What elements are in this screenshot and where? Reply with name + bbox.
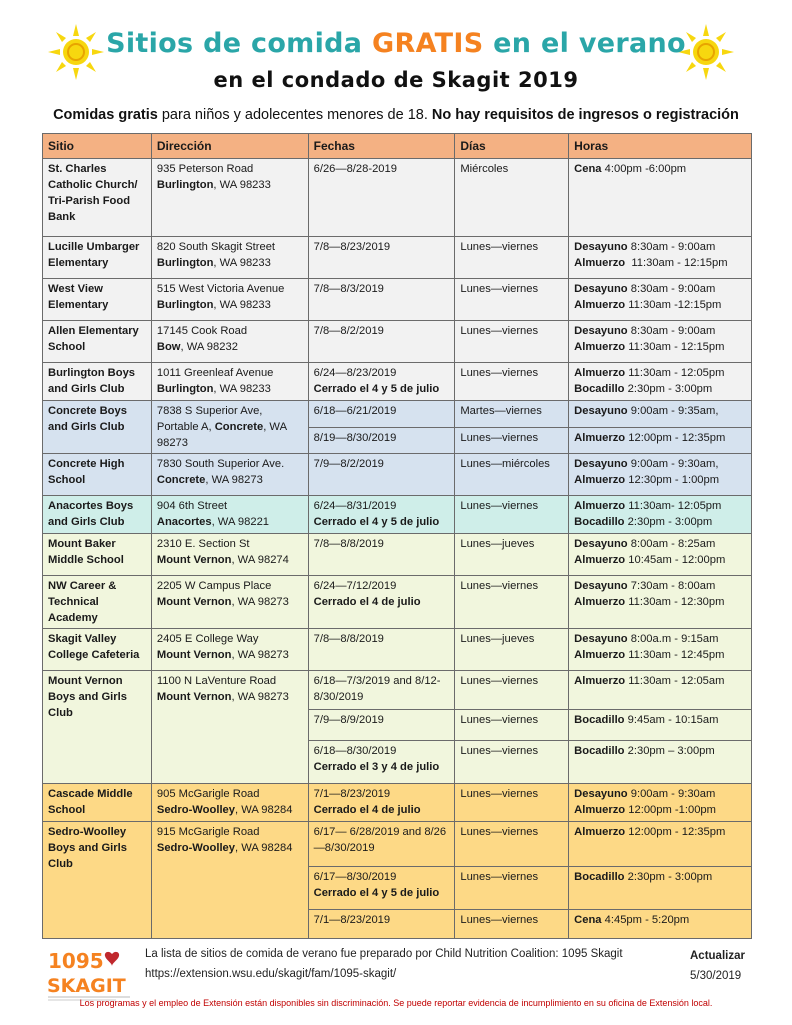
address-street: 7838 S Superior Ave, Portable A, [156,405,263,433]
date-range: 7/8—8/23/2019 [313,241,391,253]
cell-direccion [151,534,308,576]
horas-entry [569,401,751,427]
address-state-zip: , WA 98233 [213,383,271,395]
address-state-zip: , WA 98273 [231,596,289,608]
meal-type: Desayuno [574,580,628,592]
cell-dias [455,321,569,363]
meal-time: 11:30am -12:15pm [625,299,722,311]
days: Miércoles [460,163,509,175]
meal-type: Almuerzo [574,596,626,608]
fechas-entry [309,576,455,612]
cell-dias [455,629,569,671]
meal-type: Desayuno [574,325,628,337]
cell-fechas [308,576,455,629]
date-range: 6/18—8/30/2019 [313,745,397,757]
date-range: 7/9—8/9/2019 [313,714,384,726]
address-state-zip: , WA 98273 [205,474,263,486]
cell-fechas [308,496,455,534]
meal-type: Bocadillo [574,745,625,757]
fechas-entry [309,321,455,341]
meal-time: 11:30am - 12:15pm [625,257,728,269]
dias-entry [455,671,568,709]
dias-entry [455,237,568,257]
cell-horas [569,279,752,321]
meal-time: 11:30am - 12:45pm [625,649,725,661]
table-row [43,321,752,363]
days: Lunes—viernes [460,580,539,592]
meal-time: 9:00am - 9:30am [627,788,716,800]
dias-entry [455,740,568,783]
address-city: Burlington [156,257,214,269]
meal-time: 11:30am - 12:05am [625,675,725,687]
meal-type: Almuerzo [574,554,626,566]
cell-sitio: Allen Elementary School [43,321,152,363]
table-row [43,576,752,629]
days: Lunes—viernes [460,788,539,800]
meal-type: Almuerzo [574,675,626,687]
date-range: 7/8—8/3/2019 [313,283,384,295]
horas-entry [569,866,751,909]
days: Lunes—viernes [460,241,539,253]
cell-direccion [151,496,308,534]
cell-direccion [151,159,308,237]
dias-entry [455,401,568,427]
fechas-entry [309,671,455,709]
cell-horas [569,401,752,454]
meal-time: 8:30am - 9:00am [627,283,716,295]
days: Lunes—jueves [460,538,535,550]
cell-dias [455,822,569,939]
horas-entry [569,909,751,938]
days: Lunes—viernes [460,714,539,726]
cell-horas [569,534,752,576]
dias-entry [455,822,568,866]
meal-time: 12:00pm - 12:35pm [625,432,726,444]
date-range: 7/1—8/23/2019 [313,914,391,926]
meal-type: Almuerzo [574,649,626,661]
address-state-zip: , WA 98274 [231,554,289,566]
cell-direccion [151,576,308,629]
meal-type: Desayuno [574,538,628,550]
cell-fechas [308,784,455,822]
closed-note: Cerrado el 4 y 5 de julio [313,383,440,395]
cell-sitio: St. Charles Catholic Church/ Tri-Parish Food Bank [43,159,152,237]
cell-horas [569,159,752,237]
cell-sitio: Burlington Boys and Girls Club [43,363,152,401]
table-row [43,159,752,237]
days: Lunes—miércoles [460,458,550,470]
fechas-entry [309,740,455,783]
meal-type: Desayuno [574,633,628,645]
cell-dias [455,496,569,534]
meal-type: Almuerzo [574,367,626,379]
meal-type: Almuerzo [574,432,626,444]
fechas-entry [309,454,455,474]
table-row [43,784,752,822]
meal-type: Desayuno [574,788,628,800]
cell-sitio: NW Career & Technical Academy [43,576,152,629]
dias-entry [455,454,568,474]
horas-entry [569,671,751,709]
date-range: 6/26—8/28-2019 [313,163,397,175]
address-state-zip: , WA 98273 [231,691,289,703]
cell-direccion [151,454,308,496]
table-row [43,822,752,939]
meal-type: Almuerzo [574,804,626,816]
fechas-entry [309,629,455,649]
closed-note: Cerrado el 3 y 4 de julio [313,761,440,773]
date-range: 7/1—8/23/2019 [313,788,391,800]
fechas-entry [309,784,455,820]
fechas-entry [309,279,455,299]
days: Martes—viernes [460,405,542,417]
tagline-text: para niños y adolecentes menores de 18. [157,107,432,123]
title-part-3: en el verano [483,28,686,59]
cell-fechas [308,401,455,454]
address-street: 515 West Victoria Avenue [156,283,285,295]
cell-fechas [308,454,455,496]
tagline-bold-2: No hay requisitos de ingresos o registración [431,107,739,123]
cell-dias [455,534,569,576]
date-range: 6/18—7/3/2019 and 8/12-8/30/2019 [313,675,441,703]
fechas-entry [309,709,455,740]
date-range: 6/17— 6/28/2019 and 8/26—8/30/2019 [313,826,447,854]
cell-sitio: Anacortes Boys and Girls Club [43,496,152,534]
updated-date: 5/30/2019 [690,970,742,982]
dias-entry [455,709,568,740]
date-range: 6/17—8/30/2019 [313,871,397,883]
horas-entry [569,709,751,740]
cell-fechas [308,363,455,401]
meal-time: 4:45pm - 5:20pm [601,914,690,926]
table-row [43,363,752,401]
cell-sitio: Skagit Valley College Cafeteria [43,629,152,671]
cell-direccion [151,321,308,363]
days: Lunes—viernes [460,432,539,444]
address-state-zip: , WA 98221 [211,516,270,528]
cell-horas [569,496,752,534]
meal-type: Almuerzo [574,826,626,838]
cell-direccion [151,822,308,939]
cell-fechas [308,822,455,939]
cell-dias [455,576,569,629]
meal-time: 2:30pm - 3:00pm [624,516,713,528]
meal-time: 12:00pm -1:00pm [625,804,716,816]
date-range: 7/8—8/2/2019 [313,325,384,337]
header-direccion: Dirección [151,134,308,159]
meal-type: Bocadillo [574,383,625,395]
page-subtitle: en el condado de Skagit 2019 [213,68,579,92]
meal-time: 9:45am - 10:15am [624,714,719,726]
address-street: 935 Peterson Road [156,163,254,175]
table-row [43,534,752,576]
title-part-1: Sitios de comida [106,28,373,59]
meal-type: Desayuno [574,458,628,470]
days: Lunes—viernes [460,500,539,512]
cell-fechas [308,671,455,784]
address-city: Sedro-Woolley [156,842,235,854]
address-state-zip: , WA 98284 [235,842,293,854]
cell-fechas [308,279,455,321]
dias-entry [455,363,568,383]
tagline [0,107,792,123]
cell-fechas [308,159,455,237]
meal-time: 8:00a.m - 9:15am [627,633,719,645]
dias-entry [455,909,568,938]
cell-dias [455,279,569,321]
fechas-entry [309,237,455,257]
dias-entry [455,279,568,299]
fechas-entry [309,159,455,179]
table-header-row [43,134,752,159]
cell-sitio: Concrete Boys and Girls Club [43,401,152,454]
meal-type: Bocadillo [574,516,625,528]
cell-sitio: Lucille Umbarger Elementary [43,237,152,279]
address-city: Sedro-Woolley [156,804,235,816]
meal-time: 11:30am - 12:15pm [625,341,725,353]
fechas-entry [309,822,455,866]
date-range: 6/24—8/23/2019 [313,367,397,379]
date-range: 7/9—8/2/2019 [313,458,384,470]
meal-time: 7:30am - 8:00am [627,580,716,592]
logo-bottom-text: SKAGIT [47,975,126,997]
address-state-zip: , WA 98232 [180,341,238,353]
address-state-zip: , WA 98273 [156,421,287,449]
cell-horas [569,629,752,671]
meal-type: Desayuno [574,405,628,417]
address-city: Mount Vernon [156,649,232,661]
address-city: Burlington [156,383,214,395]
address-city: Bow [156,341,181,353]
days: Lunes—viernes [460,826,539,838]
cell-dias [455,237,569,279]
address-street: 905 McGarigle Road [156,788,260,800]
cell-dias [455,363,569,401]
meal-time: 12:00pm - 12:35pm [625,826,726,838]
days: Lunes—viernes [460,871,539,883]
horas-entry [569,427,751,452]
address-city: Concrete [214,421,264,433]
fechas-entry [309,427,455,452]
disclaimer: Los programas y el empleo de Extensión están disponibles sin discriminación. Se puede reportar evidencia de incumplimiento en su oficina de Extensión local. [79,998,713,1008]
cell-horas [569,784,752,822]
dias-entry [455,784,568,820]
address-city: Concrete [156,474,206,486]
header-fechas: Fechas [308,134,455,159]
days: Lunes—viernes [460,283,539,295]
meal-type: Cena [574,163,602,175]
address-street: 2310 E. Section St [156,538,250,550]
cell-sitio: Concrete High School [43,454,152,496]
horas-entry [569,740,751,783]
table-row [43,237,752,279]
days: Lunes—viernes [460,325,539,337]
date-range: 7/8—8/8/2019 [313,538,384,550]
meal-time: 11:30am - 12:05pm [625,367,725,379]
cell-sitio: Cascade Middle School [43,784,152,822]
dias-entry [455,321,568,341]
table-row [43,454,752,496]
cell-direccion [151,279,308,321]
table-row [43,279,752,321]
cell-direccion [151,629,308,671]
dias-entry [455,629,568,649]
cell-horas [569,363,752,401]
meal-time: 8:00am - 8:25am [627,538,716,550]
address-street: 17145 Cook Road [156,325,248,337]
dias-entry [455,496,568,516]
meal-sites-table [42,133,752,939]
dias-entry [455,534,568,554]
table-row [43,401,752,454]
table-row [43,629,752,671]
date-range: 6/24—8/31/2019 [313,500,397,512]
address-state-zip: , WA 98233 [213,179,271,191]
address-street: 904 6th Street [156,500,228,512]
date-range: 7/8—8/8/2019 [313,633,384,645]
table-row [43,671,752,784]
address-street: 2405 E College Way [156,633,259,645]
cell-fechas [308,321,455,363]
footer-url[interactable]: https://extension.wsu.edu/skagit/fam/1095-skagit/ [145,968,397,980]
meal-type: Almuerzo [574,299,626,311]
tagline-bold-1: Comidas gratis [53,107,158,123]
cell-dias [455,159,569,237]
meal-time: 2:30pm - 3:00pm [624,871,713,883]
cell-sitio: Mount Baker Middle School [43,534,152,576]
footer-credit: La lista de sitios de comida de verano fue preparado por Child Nutrition Coalition: 1095 Skagit [145,948,623,960]
days: Lunes—viernes [460,745,539,757]
dias-entry [455,866,568,909]
address-street: 1011 Greenleaf Avenue [156,367,274,379]
cell-direccion [151,363,308,401]
cell-dias [455,784,569,822]
closed-note: Cerrado el 4 de julio [313,804,421,816]
address-street: 1100 N LaVenture Road [156,675,277,687]
meal-type: Almuerzo [574,341,626,353]
header-dias: Días [455,134,569,159]
cell-horas [569,576,752,629]
fechas-entry [309,401,455,427]
1095-skagit-logo [46,948,132,1004]
meal-time: 11:30am- 12:05pm [625,500,722,512]
cell-sitio: West View Elementary [43,279,152,321]
fechas-entry [309,496,455,532]
meal-time: 9:00am - 9:35am, [627,405,719,417]
closed-note: Cerrado el 4 y 5 de julio [313,887,440,899]
address-city: Mount Vernon [156,554,232,566]
address-state-zip: , WA 98233 [213,299,271,311]
cell-horas [569,321,752,363]
address-state-zip: , WA 98233 [213,257,271,269]
days: Lunes—viernes [460,367,539,379]
address-street: 7830 South Superior Ave. [156,458,285,470]
cell-dias [455,454,569,496]
address-street: 2205 W Campus Place [156,580,272,592]
cell-sitio: Mount Vernon Boys and Girls Club [43,671,152,784]
page-title [0,28,792,59]
cell-horas [569,454,752,496]
address-city: Anacortes [156,516,212,528]
dias-entry [455,159,568,179]
days: Lunes—viernes [460,914,539,926]
dias-entry [455,427,568,452]
cell-sitio: Sedro-Woolley Boys and Girls Club [43,822,152,939]
cell-direccion [151,401,308,454]
table-row [43,496,752,534]
meal-type: Bocadillo [574,871,625,883]
logo-top-text: 1095 [48,949,104,973]
cell-direccion [151,671,308,784]
header-sitio: Sitio [43,134,152,159]
cell-dias [455,671,569,784]
updated-label: Actualizar [690,950,745,962]
meal-time: 8:30am - 9:00am [627,241,716,253]
meal-type: Desayuno [574,241,628,253]
address-street: 820 South Skagit Street [156,241,276,253]
address-street: 915 McGarigle Road [156,826,260,838]
meal-type: Desayuno [574,283,628,295]
days: Lunes—viernes [460,675,539,687]
meal-time: 12:30pm - 1:00pm [625,474,720,486]
cell-horas [569,822,752,939]
title-gratis: GRATIS [372,28,484,59]
address-city: Burlington [156,299,214,311]
address-city: Burlington [156,179,214,191]
horas-entry [569,822,751,866]
meal-time: 11:30am - 12:30pm [625,596,725,608]
header-horas: Horas [569,134,752,159]
meal-time: 10:45am - 12:00pm [625,554,726,566]
address-state-zip: , WA 98273 [231,649,289,661]
cell-horas [569,237,752,279]
meal-type: Almuerzo [574,474,626,486]
date-range: 8/19—8/30/2019 [313,432,397,444]
cell-dias [455,401,569,454]
closed-note: Cerrado el 4 de julio [313,596,421,608]
meal-time: 2:30pm - 3:00pm [624,383,713,395]
fechas-entry [309,909,455,938]
address-city: Mount Vernon [156,691,232,703]
meal-time: 4:00pm -6:00pm [601,163,687,175]
fechas-entry [309,363,455,399]
days: Lunes—jueves [460,633,535,645]
cell-fechas [308,237,455,279]
meal-type: Almuerzo [574,257,626,269]
closed-note: Cerrado el 4 y 5 de julio [313,516,440,528]
cell-fechas [308,629,455,671]
meal-time: 2:30pm – 3:00pm [624,745,715,757]
cell-horas [569,671,752,784]
cell-direccion [151,784,308,822]
cell-direccion [151,237,308,279]
date-range: 6/18—6/21/2019 [313,405,397,417]
meal-type: Cena [574,914,602,926]
meal-type: Bocadillo [574,714,625,726]
meal-time: 8:30am - 9:00am [627,325,716,337]
address-city: Mount Vernon [156,596,232,608]
dias-entry [455,576,568,596]
meal-type: Almuerzo [574,500,626,512]
address-state-zip: , WA 98284 [235,804,293,816]
meal-time: 9:00am - 9:30am, [627,458,719,470]
fechas-entry [309,534,455,554]
fechas-entry [309,866,455,909]
cell-fechas [308,534,455,576]
date-range: 6/24—7/12/2019 [313,580,397,592]
